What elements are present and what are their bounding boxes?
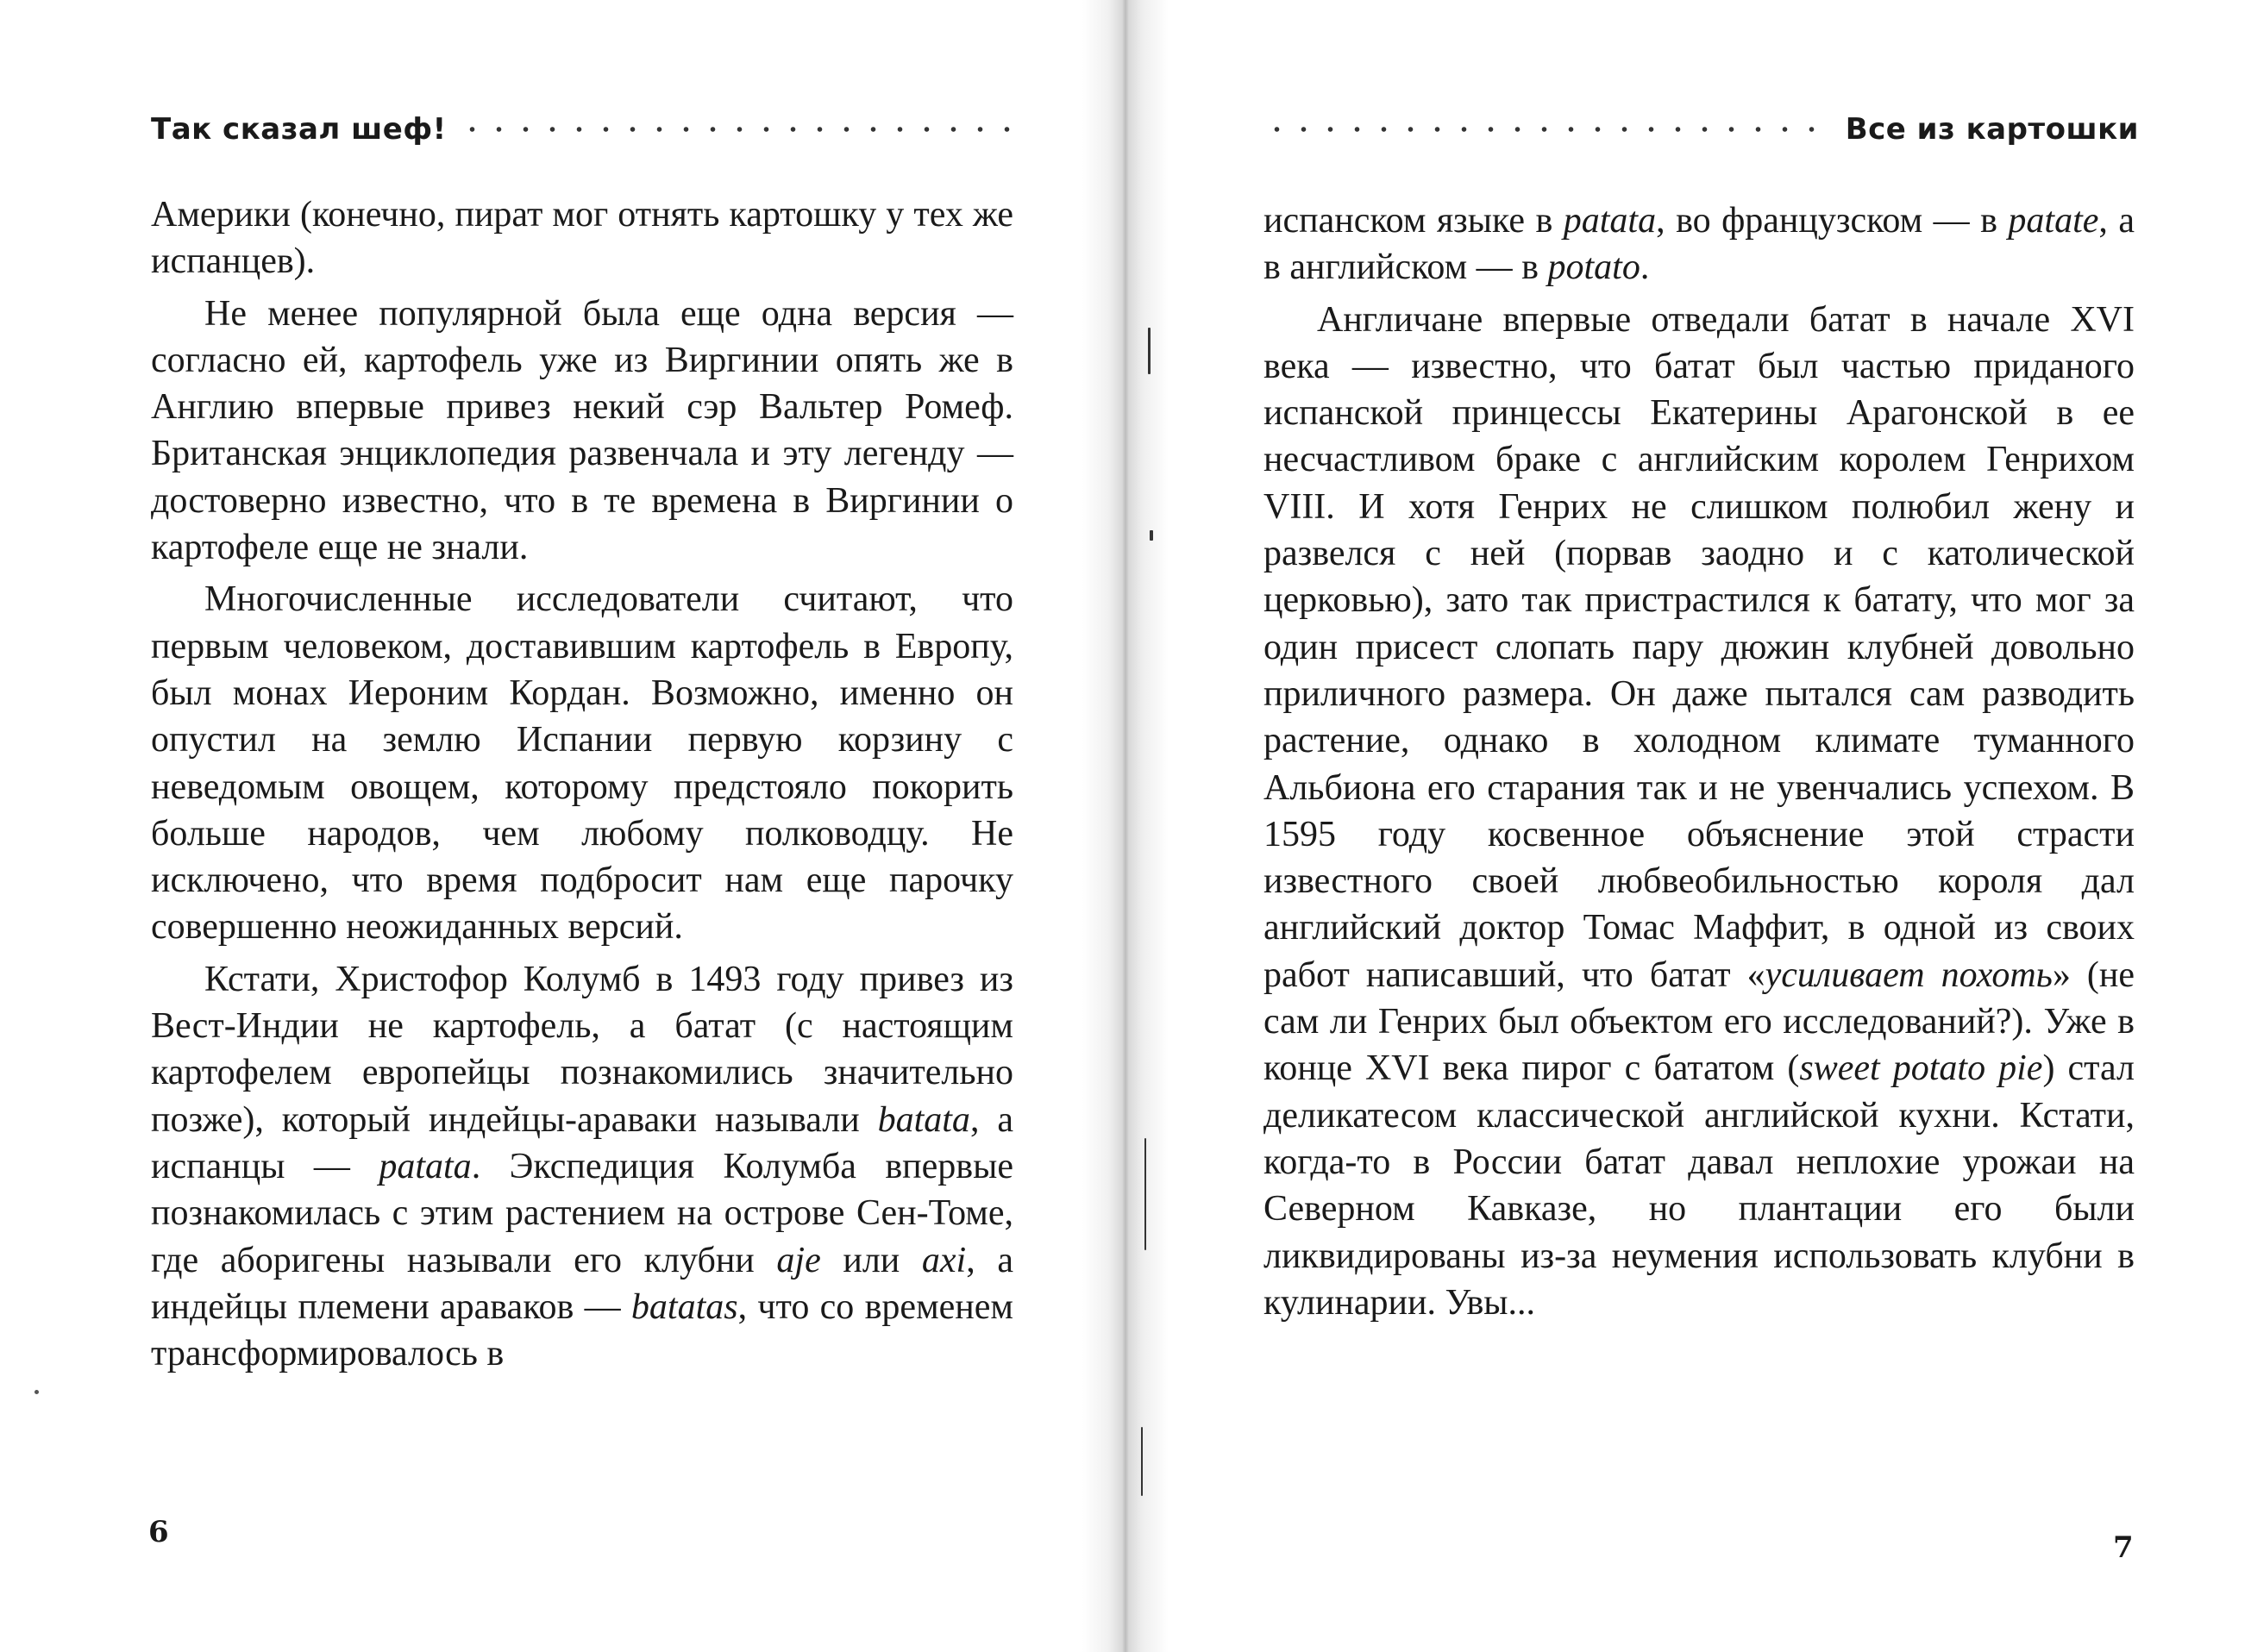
scan-speck	[34, 1390, 39, 1394]
foreign-word: patata	[379, 1146, 472, 1186]
text-run: или	[820, 1240, 922, 1280]
left-body-text	[151, 191, 1013, 1377]
left-page-number: 6	[148, 1515, 169, 1549]
paragraph	[151, 956, 1013, 1378]
text-run: . Экспедиция Колумба впервые познакомилась с этим растением на острове Сен-Томе, где аборигены называли его клубни	[151, 1146, 1013, 1280]
quoted-phrase: усиливает похоть	[1765, 954, 2053, 995]
left-running-head-title: Так сказал шеф!	[151, 112, 447, 147]
paragraph: Америки (конечно, пират мог отнять картошку у тех же испанцев).	[151, 195, 1013, 282]
foreign-word: sweet potato pie	[1799, 1048, 2043, 1089]
text-run: испанском языке в	[1263, 201, 1564, 241]
paragraph: Многочисленные исследователи считают, что первым человеком, доставившим картофель в Европу, был монах Иероним Кордан. Возможно, именно он опустил на землю Испании первую корзину с неведомым овощем, которому предстояло покорить больше народов, чем любому полководцу. Не исключено, что время подбросит нам еще парочку совершенно неожиданных версий.	[151, 579, 1013, 948]
leader-dots	[1263, 126, 1834, 133]
text-run: Англичане впервые отведали батат в начале XVI века — известно, что батат был частью приданого испанской принцессы Екатерины Арагонской в ее несчастливом браке с английским королем Генрихом VIII. И хотя Генрих не слишком полюбил жену и развелся с ней (порвав заодно и с католической церковью), зато так пристрастился к батату, что мог за один присест слопать пару дюжин клубней довольно приличного размера. Он даже пытался сам разводить растение, однако в холодном климате туманного Альбиона его старания так и не увенчались успехом. В 1595 году косвенное объяснение этой страсти известного своей любвеобильностью короля дал английский доктор Томас Маффит, в одной из своих работ написавший, что батат «	[1263, 299, 2135, 995]
right-running-head-title: Все из картошки	[1845, 112, 2139, 147]
text-run: , а индейцы племени араваков —	[151, 1240, 1013, 1327]
text-run: , а испанцы —	[151, 1099, 1013, 1186]
paragraph	[1263, 297, 2135, 1327]
right-body-text	[1263, 197, 2135, 1326]
foreign-word: aje	[776, 1240, 821, 1280]
book-gutter	[1082, 0, 1169, 1652]
foreign-word: axi	[921, 1240, 967, 1280]
right-page-number: 7	[2113, 1530, 2134, 1565]
text-run: ) стал деликатесом классической английской кухни. Кстати, когда-то в России батат давал неплохие урожаи на Северном Кавказе, но плантации его были ликвидированы из-за неумения использовать клубни в кулинарии. Увы...	[1263, 1048, 2135, 1323]
paragraph	[1263, 197, 2135, 291]
text-run: Кстати, Христофор Колумб в 1493 году привез из Вест-Индии не картофель, а батат (с настоящим картофелем европейцы познакомились значительно позже), который индейцы-араваки называли	[151, 959, 1013, 1140]
foreign-word: potato	[1547, 247, 1640, 288]
left-running-head	[151, 112, 1031, 147]
foreign-word: batatas	[630, 1286, 738, 1327]
leader-dots	[459, 126, 1031, 133]
gutter-shadow-mark	[1141, 1427, 1143, 1496]
gutter-shadow-mark	[1144, 1138, 1146, 1250]
paragraph: Не менее популярной была еще одна версия — согласно ей, картофель уже из Виргинии опять же в Англию впервые привез некий сэр Вальтер Ромеф. Британская энциклопедия развенчала и эту легенду — достоверно известно, что в те времена в Виргинии о картофеле еще не знали.	[151, 293, 1013, 568]
foreign-word: batata	[877, 1099, 970, 1140]
gutter-shadow-mark	[1150, 530, 1153, 541]
right-page	[1169, 0, 2251, 1652]
foreign-word: patata	[1563, 201, 1657, 241]
text-run: , что со временем трансформировалось в	[151, 1286, 1013, 1374]
left-page	[0, 0, 1082, 1652]
right-running-head	[1263, 112, 2139, 147]
text-run: , во французском — в	[1656, 201, 2009, 241]
gutter-shadow-mark	[1148, 328, 1151, 374]
text-run: .	[1640, 247, 1650, 288]
text-run: » (не сам ли Генрих был объектом его исследований?). Уже в конце XVI века пирог с бататом (	[1263, 954, 2135, 1089]
foreign-word: patate	[2008, 201, 2099, 241]
text-run: , а в английском — в	[1263, 201, 2135, 288]
